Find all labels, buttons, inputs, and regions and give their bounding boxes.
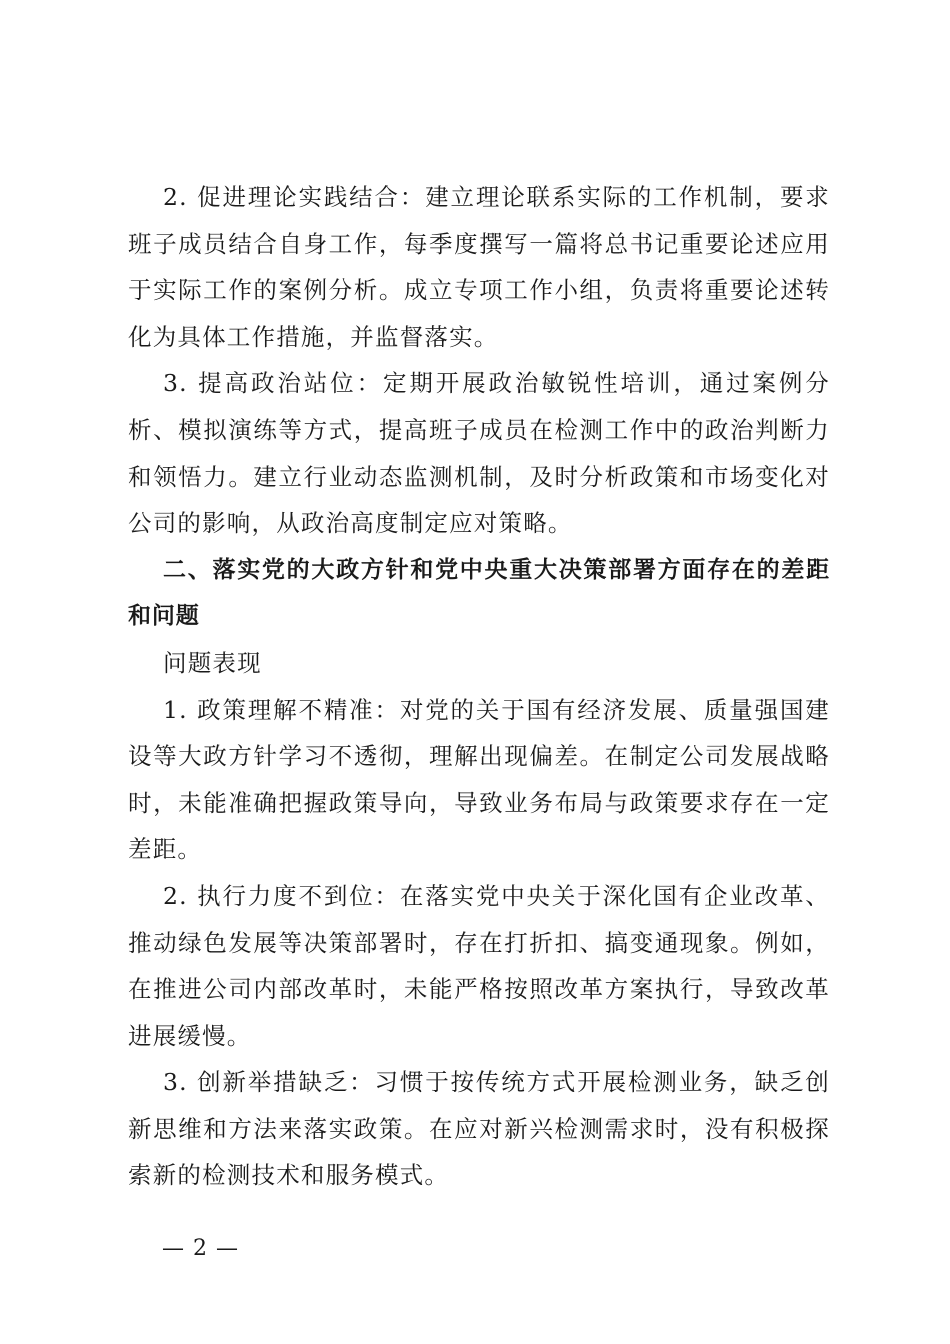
paragraph-promote-theory-practice: 2. 促进理论实践结合：建立理论联系实际的工作机制，要求班子成员结合自身工作，每季度撰写一篇将总书记重要论述应用于实际工作的案例分析。成立专项工作小组，负责将重要论述转化为具体工作措施，并监督落实。 — [128, 183, 830, 351]
subheading-problem-manifestation: 问题表现 — [163, 648, 262, 677]
paragraph-raise-political-stance: 3. 提高政治站位：定期开展政治敏锐性培训，通过案例分析、模拟演练等方式，提高班子成员在检测工作中的政治判断力和领悟力。建立行业动态监测机制，及时分析政策和市场变化对公司的影响，从政治高度制定应对策略。 — [128, 369, 830, 538]
section-heading-two: 二、落实党的大政方针和党中央重大决策部署方面存在的差距和问题 — [128, 556, 830, 630]
paragraph-policy-understanding: 1. 政策理解不精准：对党的关于国有经济发展、质量强国建设等大政方针学习不透彻，理解出现偏差。在制定公司发展战略时，未能准确把握政策导向，导致业务布局与政策要求存在一定差距。 — [128, 695, 830, 864]
paragraph-execution-strength: 2. 执行力度不到位：在落实党中央关于深化国有企业改革、推动绿色发展等决策部署时，存在打折扣、搞变通现象。例如，在推进公司内部改革时，未能严格按照改革方案执行，导致改革进展缓慢。 — [128, 881, 830, 1050]
page-number: — 2 — — [162, 1236, 239, 1261]
paragraph-innovation-lacking: 3. 创新举措缺乏：习惯于按传统方式开展检测业务，缺乏创新思维和方法来落实政策。在应对新兴检测需求时，没有积极探索新的检测技术和服务模式。 — [128, 1068, 830, 1190]
document-body — [128, 174, 830, 1199]
